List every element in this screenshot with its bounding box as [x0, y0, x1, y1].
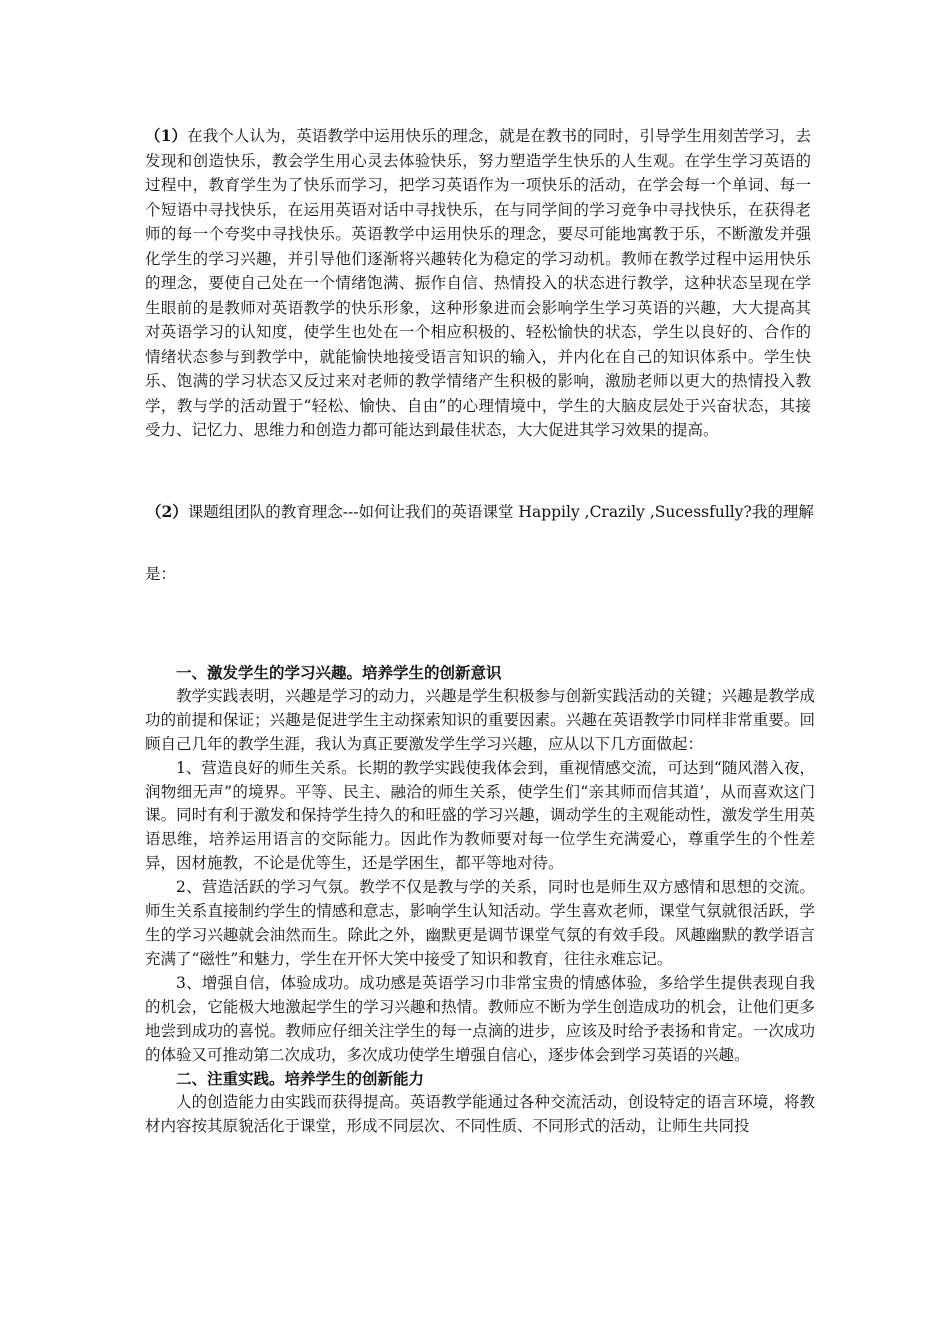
- paragraph-2: [146, 500, 836, 524]
- section-1-item-3: 3、增强自信，体验成功。成功感是英语学习巾非常宝贵的情感体验，多给学生提供表现自我的机会，它能极大地激起学生的学习兴趣和热情。教师应不断为学生创造成功的机会，让他们更多地尝到成功的喜悦。教师应仔细关注学生的每一点滴的进步，应该及时给予表扬和肯定。一次成功的体验又可推动第二次成功，多次成功使学生增强自信心，逐步体会到学习英语的兴趣。: [145, 973, 815, 1064]
- paragraph-1-number: （1）: [145, 126, 188, 145]
- heading-2: 二、注重实践。培养学生的创新能力: [176, 1069, 425, 1089]
- paragraph-2-number: （2）: [146, 502, 188, 521]
- section-2-paragraph: 人的创造能力由实践而获得提高。英语教学能通过各种交流活动，创设特定的语言环境，将教材内容按其原貌活化于课堂，形成不同层次、不同性质、不同形式的活动，让师生共同投: [145, 1093, 815, 1136]
- document-page: [145, 124, 815, 1136]
- section-body: [145, 661, 815, 1139]
- paragraph-2-continuation: 是：: [145, 565, 177, 583]
- paragraph-1: [145, 124, 811, 443]
- section-1-paragraph: 教学实践表明，兴趣是学习的动力，兴趣是学生积极参与创新实践活动的关键；兴趣是教学成功的前提和保证；兴趣是促进学生主动探索知识的重要因素。兴趣在英语教学巾同样非常重要。回顾自己几年的教学生涯，我认为真正要激发学生学习兴趣，应从以下几方面做起：: [145, 686, 815, 753]
- section-1-item-2: 2、营造活跃的学习气氛。教学不仅是教与学的关系，同时也是师生双方感情和思想的交流。师生关系直接制约学生的情感和意志，影响学生认知活动。学生喜欢老师，课堂气氛就很活跃，学生的学习兴趣就会油然而生。除此之外，幽默更是调节课堂气氛的有效手段。风趣幽默的教学语言充满了“磁性”和魅力，学生在开怀大笑中接受了知识和教育，往往永难忘记。: [145, 878, 815, 968]
- heading-1: 一、激发学生的学习兴趣。培养学生的创新意识: [176, 663, 502, 682]
- paragraph-1-text: 在我个人认为，英语教学中运用快乐的理念，就是在教书的同时，引导学生用刻苦学习，去发现和创造快乐，教会学生用心灵去体验快乐，努力塑造学生快乐的人生观。在学生学习英语的过程中，教育学生为了快乐而学习，把学习英语作为一项快乐的活动，在学会每一个单词、每一个短语中寻找快乐，在运用英语对话中寻找快乐，在与同学间的学习竞争中寻找快乐，在获得老师的每一个夸奖中寻找快乐。英语教学中运用快乐的理念，要尽可能地寓教于乐，不断激发并强化学生的学习兴趣，并引导他们逐渐将兴趣转化为稳定的学习动机。教师在教学过程中运用快乐的理念，要使自己处在一个情绪饱满、振作自信、热情投入的状态进行教学，这种状态呈现在学生眼前的是教师对英语教学的快乐形象，这种形象进而会影响学生学习英语的兴趣，大大提高其对英语学习的认知度，使学生也处在一个相应积极的、轻松愉快的状态，学生以良好的、合作的情绪状态参与到教学中，就能愉快地接受语言知识的输入，并内化在自己的知识体系中。学生快乐、饱满的学习状态又反过来对老师的教学情绪产生积极的影响，激励老师以更大的热情投入教学，教与学的活动置于“轻松、愉快、自由”的心理情境中，学生的大脑皮层处于兴奋状态，其接受力、记忆力、思维力和创造力都可能达到最佳状态，大大促进其学习效果的提高。: [145, 127, 811, 439]
- section-1-item-1: 1、营造良好的师生关系。长期的教学实践使我体会到，重视情感交流，可达到“随风潜入夜，润物细无声”的境界。平等、民主、融洽的师生关系，使学生们“亲其师而信其道’，从而喜欢这门课。同时有利于激发和保持学生持久的和旺盛的学习兴趣，调动学生的主观能动性，激发学生用英语思维，培养运用语言的交际能力。因此作为教师要对每一位学生充满爱心，尊重学生的个性差异，因材施教，不论是优等生，还是学困生，都平等地对待。: [145, 758, 815, 873]
- paragraph-2-text: 课题组团队的教育理念---如何让我们的英语课堂 Happily ,Crazily ,Sucessfully?我的理解: [187, 503, 814, 521]
